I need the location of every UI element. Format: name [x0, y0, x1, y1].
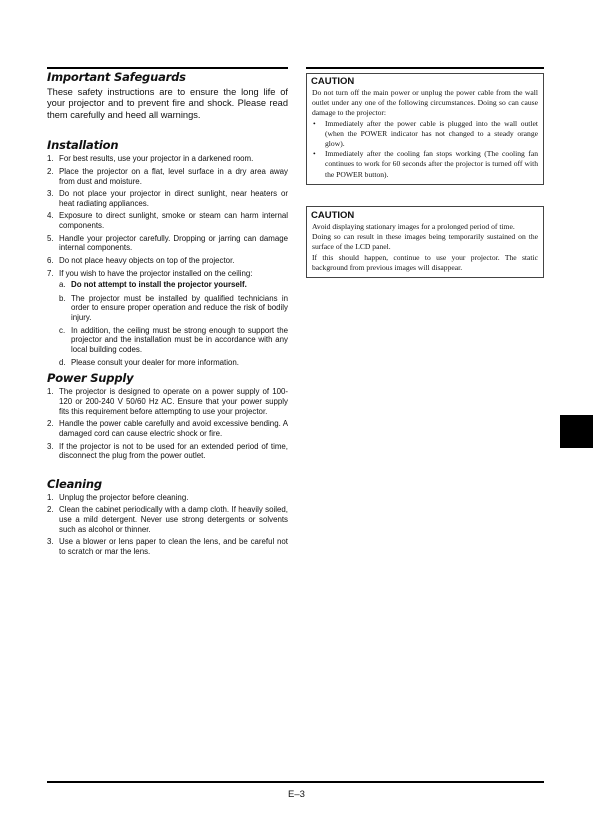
section-tab-marker [560, 415, 593, 448]
item-text: The projector is designed to operate on a power supply of 100-120 or 200-240 V 50/60 Hz AC. Ensure that your power supply fits this requirement before attempting to use your projector. [59, 387, 288, 416]
item-text: Unplug the projector before cleaning. [59, 492, 189, 502]
caution-bullets [312, 119, 538, 180]
item-text: Handle your projector carefully. Dropping or jarring can damage internal components. [59, 233, 288, 253]
item-text: Do not place your projector in direct sunlight, near heaters or heat radiating appliances. [59, 189, 288, 208]
item-text: Exposure to direct sunlight, smoke or steam can harm internal components. [59, 211, 288, 231]
item-text: Handle the power cable carefully and avoid excessive bending. A damaged cord can cause electric shock or fire. [59, 419, 288, 438]
bullet-item [312, 149, 538, 180]
item-text: Use a blower or lens paper to clean the lens, and be careful not to scratch or mar the lens. [59, 537, 288, 556]
cleaning-list [47, 493, 288, 557]
bullet-symbol: • [313, 118, 316, 128]
page-number: E–3 [288, 789, 305, 800]
item-number: d. [59, 358, 66, 368]
item-number: 4. [47, 211, 54, 221]
sublist-item [59, 358, 288, 368]
caution-body [307, 222, 543, 277]
item-number: 3. [47, 189, 54, 199]
safeguards-heading: Important Safeguards [47, 70, 186, 84]
installation-heading: Installation [47, 138, 119, 153]
list-item [47, 442, 288, 461]
list-item [47, 154, 288, 164]
caution-body [307, 88, 543, 184]
item-number: 2. [47, 166, 54, 176]
ceiling-sublist [59, 280, 288, 368]
item-text: For best results, use your projector in a darkened room. [59, 154, 254, 164]
safeguards-intro: These safety instructions are to ensure the long life of your projector and to prevent fire and shock. Please read them carefully and heed all warnings. [47, 87, 288, 120]
item-number: 1. [47, 492, 54, 502]
sublist-item [59, 294, 288, 323]
list-item [47, 189, 288, 208]
sublist-item [59, 326, 288, 355]
item-number: 6. [47, 256, 54, 266]
list-item [47, 387, 288, 416]
sublist-item [59, 280, 288, 290]
left-column [47, 70, 288, 560]
installation-list [47, 154, 288, 368]
top-rule-right [306, 67, 544, 69]
top-rule-left [47, 67, 288, 69]
bottom-rule [47, 781, 544, 783]
item-number: 2. [47, 505, 54, 515]
caution-box-power [306, 73, 544, 185]
list-item [47, 505, 288, 534]
item-text: Clean the cabinet periodically with a damp cloth. If heavily soiled, use a mild detergent. Never use strong detergents or solvents such as alcohol or thinner. [59, 505, 288, 534]
bullet-item [312, 119, 538, 150]
item-number: 7. [47, 268, 54, 278]
caution-box-images [306, 206, 544, 278]
list-item [47, 256, 288, 266]
item-number: 3. [47, 537, 54, 547]
list-item [47, 269, 288, 368]
item-text: Place the projector on a flat, level surface in a dry area away from dust and moisture. [59, 166, 288, 186]
item-number: 1. [47, 387, 54, 397]
list-item [47, 167, 288, 186]
item-text: If the projector is not to be used for an extended period of time, disconnect the plug from the power outlet. [59, 441, 288, 461]
list-item [47, 234, 288, 253]
caution-title: CAUTION [311, 210, 355, 221]
list-item [47, 419, 288, 438]
list-item [47, 537, 288, 556]
item-text: Do not place heavy objects on top of the projector. [59, 256, 235, 266]
item-text: The projector must be installed by qualified technicians in order to ensure proper operation and reduce the risk of bodily injury. [71, 293, 288, 322]
safeguards-section [47, 70, 288, 121]
power-list [47, 387, 288, 460]
item-number: b. [59, 293, 66, 303]
caution-title: CAUTION [311, 76, 355, 87]
bullet-text: Immediately after the cooling fan stops working (The cooling fan continues to work for 60 seconds after the projector is turned off with the POWER button). [325, 149, 538, 179]
item-number: 3. [47, 441, 54, 451]
item-text: Please consult your dealer for more information. [71, 358, 239, 368]
caution-intro: Do not turn off the main power or unplug the power cable from the wall outlet under any one of the following circumstances. Doing so can cause damage to the projector: [312, 88, 538, 118]
cleaning-section [47, 477, 288, 557]
bullet-symbol: • [313, 149, 316, 159]
list-item [47, 211, 288, 230]
item-number: 5. [47, 233, 54, 243]
item-number: 1. [47, 154, 54, 164]
item-number: a. [59, 280, 66, 290]
item-number: 2. [47, 419, 54, 429]
item-number: c. [59, 325, 66, 335]
item-text: Do not attempt to install the projector yourself. [71, 280, 247, 290]
installation-section [47, 138, 288, 368]
caution-paragraph: Avoid displaying stationary images for a prolonged period of time. [312, 222, 515, 231]
caution-paragraph: If this should happen, continue to use your projector. The static background from previous images will disappear. [312, 252, 538, 272]
item-text: In addition, the ceiling must be strong enough to support the projector and the installation must be in accordance with any local building codes. [71, 325, 288, 355]
bullet-text: Immediately after the power cable is plugged into the wall outlet (when the POWER indicator has not changed to a steady orange glow). [325, 118, 538, 149]
cleaning-heading: Cleaning [47, 476, 102, 491]
power-section [47, 371, 288, 460]
list-item [47, 493, 288, 503]
power-heading: Power Supply [47, 371, 134, 386]
caution-paragraph: Doing so can result in these images being temporarily sustained on the surface of the LCD panel. [312, 232, 538, 252]
item-text: If you wish to have the projector installed on the ceiling: [59, 268, 253, 278]
